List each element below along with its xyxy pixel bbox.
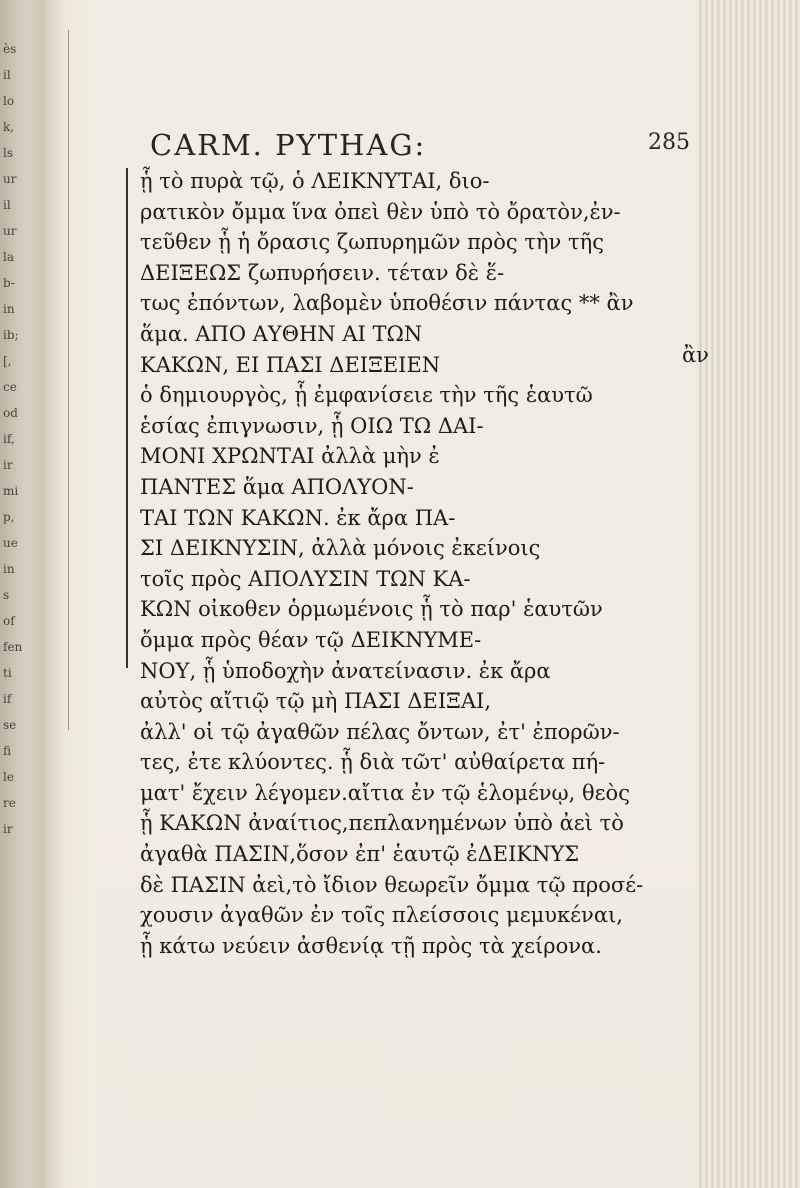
facing-page-text-fragment: ue bbox=[3, 536, 18, 550]
facing-page-text-fragment: [, bbox=[3, 354, 12, 368]
facing-page-text-fragment: in bbox=[3, 302, 15, 316]
facing-page-text-fragment: fen bbox=[3, 640, 23, 654]
facing-page-text-fragment: ès bbox=[3, 42, 17, 56]
facing-page-text-fragment: ur bbox=[3, 172, 17, 186]
text-line: αὐτὸς αἴτιῷ τῷ μὴ ΠΑΣΙ ΔΕΙΞΑΙ, bbox=[140, 689, 492, 714]
facing-page-text-fragment: b- bbox=[3, 276, 15, 290]
facing-page-text-fragment: k, bbox=[3, 120, 15, 134]
facing-page-text-fragment: se bbox=[3, 718, 17, 732]
facing-page-text-fragment: p, bbox=[3, 510, 15, 524]
facing-page-text-fragment: fi bbox=[3, 744, 12, 758]
text-line: τεῦθεν ᾗ ἡ ὄρασις ζωπυρημῶν πρὸς τὴν τῆς bbox=[140, 230, 604, 255]
facing-page-text-fragment: il bbox=[3, 68, 11, 82]
facing-page-fragment bbox=[0, 0, 44, 1188]
text-line: ΣΙ ΔΕΙΚΝΥΣΙΝ, ἀλλὰ μόνοις ἐκείνοις bbox=[140, 536, 541, 561]
text-line: χουσιν ἀγαθῶν ἐν τοῖς πλείσσοις μεμυκέναι, bbox=[140, 903, 623, 928]
facing-page-text-fragment: la bbox=[3, 250, 14, 264]
text-line: ΔΕΙΞΕΩΣ ζωπυρήσειν. τέταν δὲ ἕ- bbox=[140, 260, 505, 285]
text-line: ὁ δημιουργὸς, ᾗ ἐμφανίσειε τὴν τῆς ἑαυτῶ bbox=[140, 383, 593, 408]
facing-page-text-fragment: ti bbox=[3, 666, 12, 680]
text-line: ΝΟΥ, ᾗ ὑποδοχὴν ἀνατείνασιν. ἐκ ἄρα bbox=[140, 658, 551, 683]
facing-page-text-fragment: le bbox=[3, 770, 14, 784]
running-title: CARM. PYTHAG: bbox=[150, 128, 427, 162]
margin-rule bbox=[126, 168, 128, 668]
facing-page-text-fragment: lo bbox=[3, 94, 15, 108]
text-line: ᾗ ΚΑΚΩΝ ἀναίτιος,πεπλανημένων ὑπὸ ἀεὶ τὸ bbox=[140, 811, 624, 836]
facing-page-text-fragment: mi bbox=[3, 484, 19, 498]
text-line: δὲ ΠΑΣΙΝ ἀεὶ,τὸ ἴδιον θεωρεῖν ὄμμα τῷ προσέ- bbox=[140, 872, 644, 897]
text-line: ΤΑΙ ΤΩΝ ΚΑΚΩΝ. ἐκ ἄρα ΠΑ- bbox=[140, 505, 456, 530]
text-line: τοῖς πρὸς ΑΠΟΛΥΣΙΝ ΤΩΝ ΚΑ- bbox=[140, 566, 471, 591]
facing-page-text-fragment: ur bbox=[3, 224, 17, 238]
facing-page-text-fragment: in bbox=[3, 562, 15, 576]
text-line: ὄμμα πρὸς θέαν τῷ ΔΕΙΚΝΥΜΕ- bbox=[140, 627, 482, 652]
facing-page-text-fragment: ls bbox=[3, 146, 13, 160]
facing-page-text-fragment: ib; bbox=[3, 328, 19, 342]
text-line: ἀλλ' οἱ τῷ ἀγαθῶν πέλας ὄντων, ἐτ' ἐπορῶν- bbox=[140, 719, 620, 744]
text-line: ᾗ τὸ πυρὰ τῷ, ὁ ΛΕΙΚΝΥΤΑΙ, διο- bbox=[140, 169, 490, 193]
text-line: ΚΩΝ οἰκοθεν ὁρμωμένοις ᾗ τὸ παρ' ἑαυτῶν bbox=[140, 597, 603, 622]
facing-page-text-fragment: if, bbox=[3, 432, 15, 446]
facing-page-text-fragment: ir bbox=[3, 822, 13, 836]
facing-page-text-fragment: if bbox=[3, 692, 12, 706]
text-line: ΜΟΝΙ ΧΡΩΝΤΑΙ ἀλλὰ μὴν ἐ bbox=[140, 444, 440, 469]
facing-page-text-fragment: of bbox=[3, 614, 15, 628]
page-edges bbox=[696, 0, 800, 1188]
facing-page-text-fragment: re bbox=[3, 796, 16, 810]
text-line: τως ἐπόντων, λαβομὲν ὑποθέσιν πάντας ** ἂν bbox=[140, 291, 634, 316]
page-number: 285 bbox=[648, 130, 690, 155]
text-line: ἑσίας ἐπιγνωσιν, ᾗ ΟΙΩ ΤΩ ΔΑΙ- bbox=[140, 413, 484, 438]
facing-page-text-fragment: od bbox=[3, 406, 18, 420]
text-line: ρατικὸν ὄμμα ἵνα ὀπεὶ θὲν ὑπὸ τὸ ὄρατὸν,ἐν- bbox=[140, 199, 621, 224]
facing-page-text-fragment: s bbox=[3, 588, 10, 602]
text-line: ἅμα. ΑΠΟ ΑΥΘΗΝ ΑΙ ΤΩΝ bbox=[140, 321, 423, 346]
book-gutter bbox=[44, 0, 96, 1188]
text-line: ΠΑΝΤΕΣ ἅμα ΑΠΟΛΥΟΝ- bbox=[140, 474, 414, 499]
margin-note: ἂν bbox=[682, 343, 709, 367]
greek-text-block bbox=[140, 166, 676, 961]
text-line: τες, ἐτε κλύοντες. ᾗ διὰ τῶτ' αὐθαίρετα πή- bbox=[140, 750, 606, 775]
text-line: ᾗ κάτω νεύειν ἀσθενίᾳ τῇ πρὸς τὰ χείρονα. bbox=[140, 933, 602, 958]
text-line: ἀγαθὰ ΠΑΣΙΝ,ὅσον ἐπ' ἑαυτῷ ἐΔΕΙΚΝΥΣ bbox=[140, 842, 580, 867]
page-header bbox=[150, 128, 690, 164]
facing-page-text-fragment: ce bbox=[3, 380, 17, 394]
facing-page-text-fragment: il bbox=[3, 198, 11, 212]
facing-page-text-fragment: ir bbox=[3, 458, 13, 472]
text-line: ΚΑΚΩΝ, ΕΙ ΠΑΣΙ ΔΕΙΞΕΙΕΝ bbox=[140, 352, 441, 377]
text-line: ματ' ἔχειν λέγομεν.αἴτια ἐν τῷ ἑλομένῳ, θεὸς bbox=[140, 780, 630, 805]
